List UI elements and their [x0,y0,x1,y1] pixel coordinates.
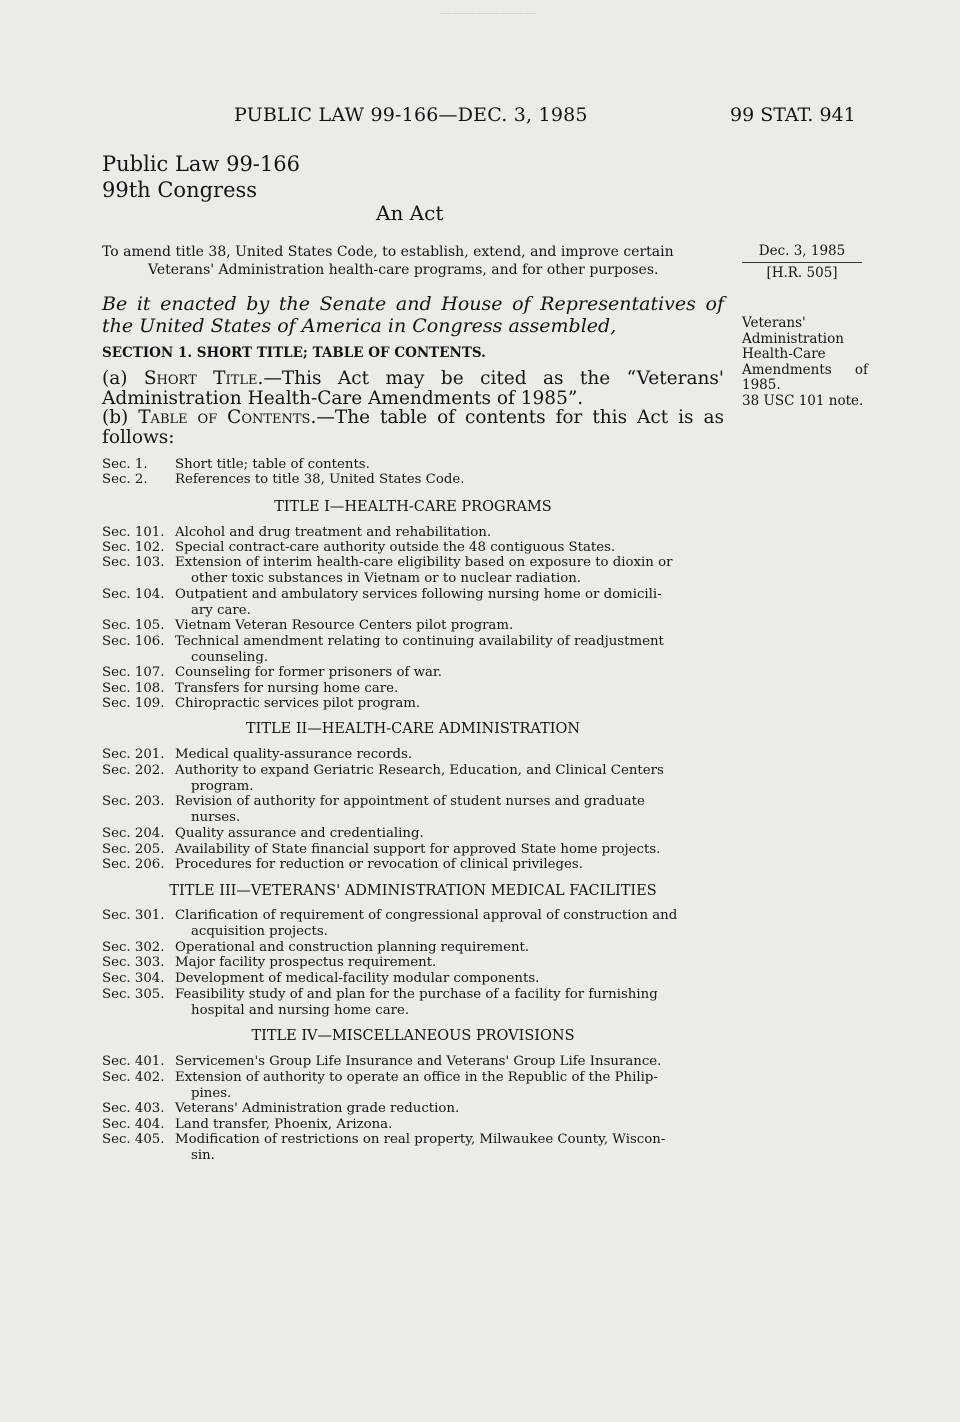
margin-short-name-line: Health-Care [742,346,826,362]
toc-section-number: Sec. 206. [102,857,165,872]
margin-date-block [742,241,862,283]
toc-section-title-block [175,1070,724,1101]
toc-section-number: Sec. 105. [102,618,165,633]
subsection-a-label: (a) [102,368,144,389]
margin-usc-note: 38 USC 101 note. [742,392,864,409]
toc-section-title-block [175,587,724,618]
toc-entry [102,794,724,825]
toc-section-number: Sec. 201. [102,747,165,762]
toc-entry [102,634,724,665]
toc-section-number: Sec. 203. [102,794,165,809]
toc-section-title-continued: pines. [191,1085,232,1101]
toc-section-title: Procedures for reduction or revocation of clinical privileges. [175,857,583,872]
toc-section-title-block [175,908,724,939]
toc-section-title-block [175,555,724,586]
toc-section-title: Quality assurance and credentialing. [175,826,424,841]
toc-section-number: Sec. 102. [102,540,165,555]
toc-entry [102,1132,724,1163]
toc-entry [102,747,724,763]
toc-section-title: Authority to expand Geriatric Research, Education, and Clinical Centers [175,763,664,778]
subsection-b-label: (b) [102,407,139,428]
toc-section-title: Special contract-care authority outside the 48 contiguous States. [175,540,616,555]
purpose-line-2: Veterans' Administration health-care programs, and for other purposes. [148,262,659,278]
toc-section-number: Sec. 103. [102,555,165,570]
toc-section-number: Sec. 304. [102,971,165,986]
bleed-through-texture: ———————— [440,6,536,20]
toc-section-number: Sec. 108. [102,681,165,696]
toc-section-title-continued: ary care. [191,602,251,618]
toc-entry [102,1054,724,1070]
toc-section-title-continued: program. [191,778,254,794]
toc-entry [102,940,724,956]
toc-entry [102,955,724,971]
toc-entry [102,826,724,842]
toc-section-title-continued: acquisition projects. [191,923,328,939]
toc-section-number: Sec. 109. [102,696,165,711]
toc-section-title-block [175,763,724,794]
subsection-a-caption: Short Title [143,368,258,389]
toc-section-number: Sec. 205. [102,842,165,857]
toc-section-title-continued: other toxic substances in Vietnam or to nuclear radiation. [191,570,582,586]
toc-section-title: Clarification of requirement of congressional approval of construction and [175,908,678,923]
subsection-b-table-of-contents [102,408,724,448]
margin-bill-number: [H.R. 505] [766,265,838,281]
toc-section-number: Sec. 301. [102,908,165,923]
toc-section-number: Sec. 202. [102,763,165,778]
margin-short-name-line: Administration [742,330,844,347]
toc-entry [102,681,724,697]
toc-section-number: Sec. 1. [102,457,148,472]
toc-section-title: Major facility prospectus requirement. [175,955,437,970]
toc-entry [102,908,724,939]
toc-entry [102,457,724,473]
toc-section-title: Development of medical-facility modular components. [175,971,540,986]
margin-short-name-line: Veterans' [742,315,806,331]
toc-section-title: Chiropractic services pilot program. [175,696,421,711]
margin-short-name-line: Amendments of [742,361,868,378]
toc-section-number: Sec. 405. [102,1132,165,1147]
margin-date: Dec. 3, 1985 [742,241,862,263]
toc-section-number: Sec. 402. [102,1070,165,1085]
toc-section-number: Sec. 302. [102,940,165,955]
title-ii-heading: TITLE II—HEALTH-CARE ADMINISTRATION [245,721,581,737]
title-iii-heading: TITLE III—VETERANS' ADMINISTRATION MEDICAL FACILITIES [169,883,657,899]
toc-section-title: Feasibility study of and plan for the purchase of a facility for furnishing [175,987,658,1002]
toc-section-title: Land transfer, Phoenix, Arizona. [175,1117,393,1132]
margin-short-name-note [742,316,868,409]
toc-section-title-block [175,1132,724,1163]
public-law-number: Public Law 99-166 [102,152,300,176]
toc-section-title-block [175,987,724,1018]
toc-entry [102,525,724,541]
subsection-b-caption: Table of Contents [138,407,311,428]
toc-section-number: Sec. 101. [102,525,165,540]
toc-entry [102,1117,724,1133]
subsection-a-text: .—This Act may be cited as the “Veterans' Administration Health-Care Amendments of 1985”. [102,368,724,409]
toc-section-number: Sec. 303. [102,955,165,970]
toc-entry [102,665,724,681]
toc-section-title: Counseling for former prisoners of war. [175,665,443,680]
toc-section-number: Sec. 305. [102,987,165,1002]
toc-section-title-continued: counseling. [191,649,269,665]
purpose-line-1: To amend title 38, United States Code, to establish, extend, and improve certain [102,244,674,260]
toc-section-title-continued: hospital and nursing home care. [191,1002,410,1018]
toc-section-number: Sec. 104. [102,587,165,602]
toc-section-title-block [175,794,724,825]
title-iv-heading: TITLE IV—MISCELLANEOUS PROVISIONS [251,1028,575,1044]
toc-section-title: Medical quality-assurance records. [175,747,413,762]
toc-section-title: Extension of authority to operate an office in the Republic of the Philip- [175,1070,658,1085]
title-i-heading: TITLE I—HEALTH-CARE PROGRAMS [274,499,552,515]
toc-entry [102,857,724,873]
toc-section-title: Modification of restrictions on real property, Milwaukee County, Wiscon- [175,1132,666,1147]
toc-section-title: Short title; table of contents. [175,457,370,472]
an-act-heading: An Act [376,201,444,225]
toc-section-number: Sec. 403. [102,1101,165,1116]
toc-section-title: References to title 38, United States Code. [175,472,465,487]
toc-entry [102,1101,724,1117]
toc-section-number: Sec. 2. [102,472,148,487]
toc-entry [102,540,724,556]
toc-entry [102,971,724,987]
toc-section-title: Vietnam Veteran Resource Centers pilot program. [175,618,514,633]
running-head-title: PUBLIC LAW 99-166—DEC. 3, 1985 [234,104,588,126]
toc-section-title: Revision of authority for appointment of student nurses and graduate [175,794,645,809]
toc-section-title: Alcohol and drug treatment and rehabilitation. [175,525,492,540]
toc-section-number: Sec. 401. [102,1054,165,1069]
congress-label: 99th Congress [102,178,258,202]
toc-entry [102,618,724,634]
enacting-clause: Be it enacted by the Senate and House of Representatives of the United States of America in Congress assembled, [102,293,724,337]
toc-section-title: Servicemen's Group Life Insurance and Veterans' Group Life Insurance. [175,1054,662,1069]
toc-entry [102,763,724,794]
toc-section-number: Sec. 107. [102,665,165,680]
section-1-heading: SECTION 1. SHORT TITLE; TABLE OF CONTENTS. [102,345,486,361]
toc-section-title-continued: nurses. [191,809,241,825]
toc-section-number: Sec. 106. [102,634,165,649]
toc-entry [102,842,724,858]
toc-section-title: Extension of interim health-care eligibility based on exposure to dioxin or [175,555,673,570]
toc-entry [102,696,724,712]
toc-section-title-block [175,634,724,665]
toc-entry [102,1070,724,1101]
toc-section-title-continued: sin. [191,1147,215,1163]
toc-section-title: Technical amendment relating to continuing availability of readjustment [175,634,664,649]
statute-page-number: 99 STAT. 941 [730,104,856,126]
purpose-statement [102,243,724,279]
toc-entry [102,987,724,1018]
toc-section-title: Outpatient and ambulatory services following nursing home or domicili- [175,587,662,602]
toc-entry [102,555,724,586]
subsection-b-text: .—The table of contents for this Act is as follows: [102,407,724,448]
toc-entry [102,587,724,618]
subsection-a-short-title [102,369,724,409]
toc-section-title: Availability of State financial support for approved State home projects. [175,842,661,857]
toc-section-title: Operational and construction planning requirement. [175,940,530,955]
toc-entry [102,472,724,488]
toc-section-number: Sec. 404. [102,1117,165,1132]
toc-section-title: Veterans' Administration grade reduction. [175,1101,460,1116]
toc-section-number: Sec. 204. [102,826,165,841]
margin-short-name-line: 1985. [742,377,781,393]
toc-section-title: Transfers for nursing home care. [175,681,399,696]
